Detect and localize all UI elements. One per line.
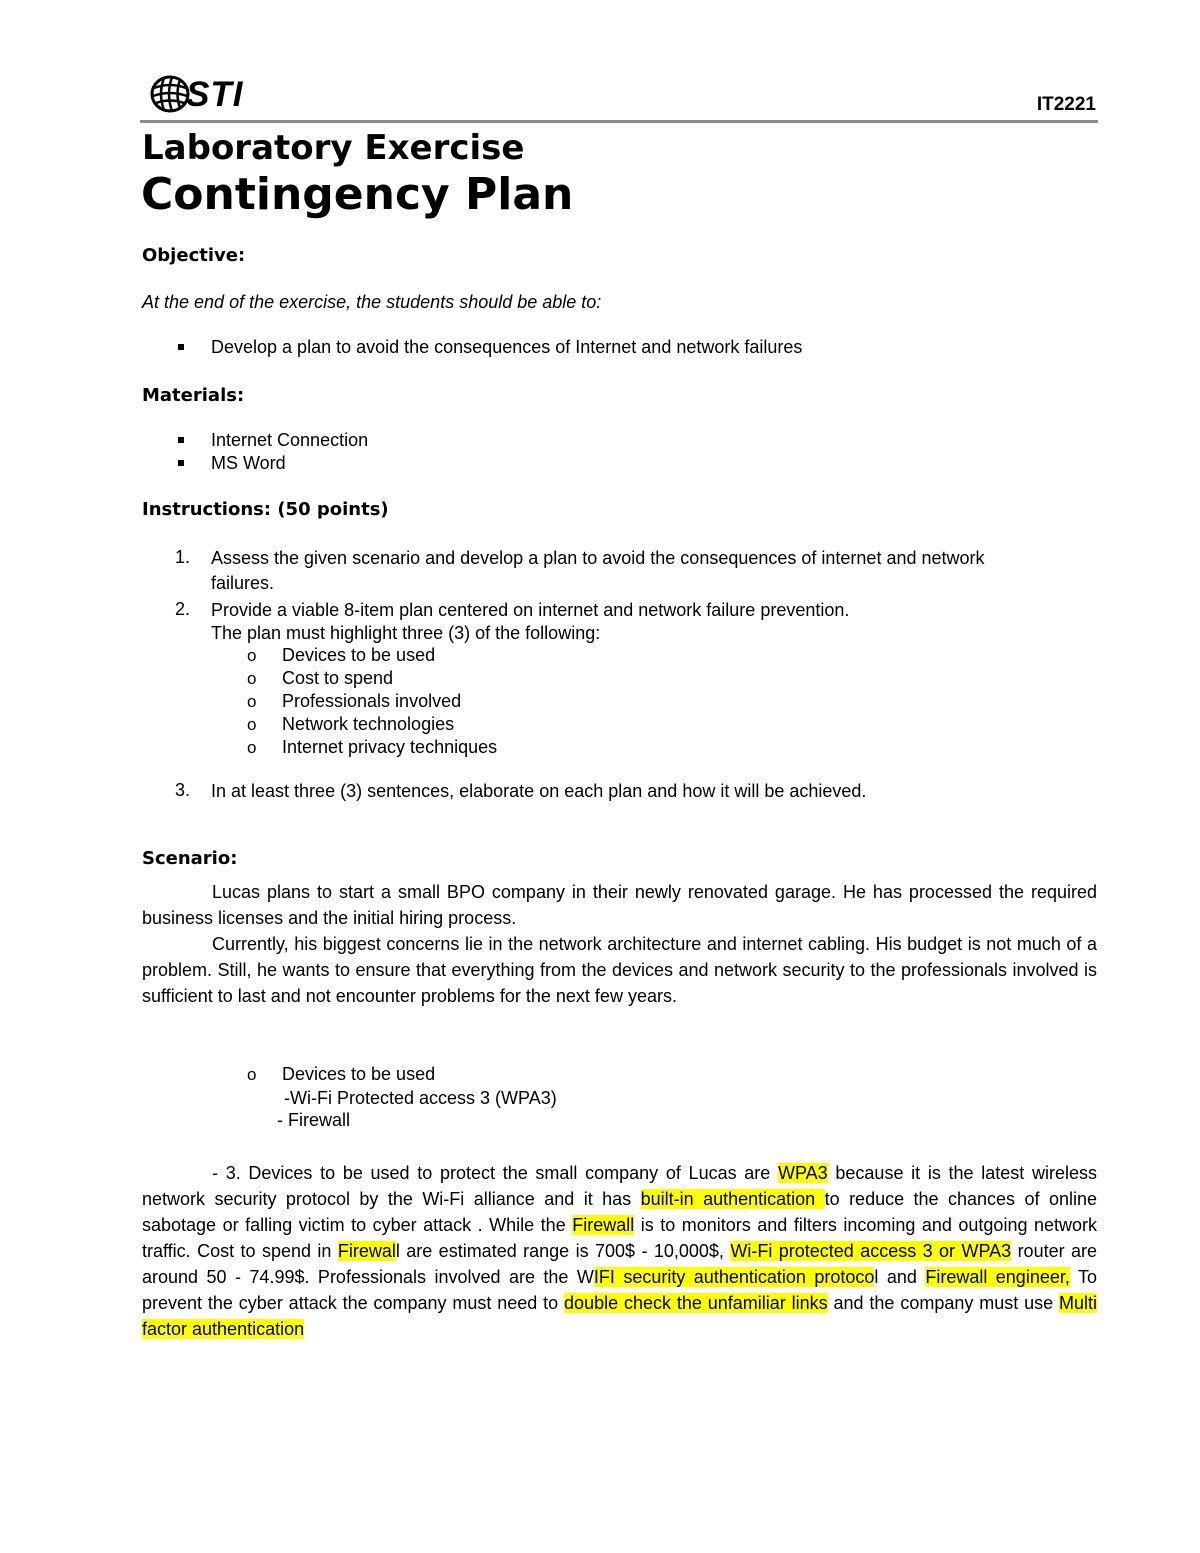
instructions-heading: Instructions: (50 points): [142, 499, 389, 520]
square-bullet-icon: [178, 437, 184, 443]
highlight: Wi-Fi protected access 3 or WPA3: [730, 1241, 1012, 1261]
sub-item: Internet privacy techniques: [282, 737, 498, 757]
step2-line1: Provide a viable 8-item plan centered on internet and network failure prevention.: [211, 600, 850, 620]
highlight: Firewal: [337, 1241, 396, 1261]
page-title-line1: Laboratory Exercise: [142, 128, 525, 168]
highlight: Firewall engineer,: [925, 1267, 1070, 1287]
objective-heading: Objective:: [142, 245, 246, 266]
scenario-paragraph: Lucas plans to start a small BPO company in their newly renovated garage. He has processed the required business licenses and the initial hiring process.: [142, 882, 1097, 928]
square-bullet-icon: [178, 460, 184, 466]
objective-intro: At the end of the exercise, the students should be able to:: [142, 292, 602, 312]
header-divider: [140, 120, 1098, 123]
highlight: IFI security authentication protoco: [593, 1267, 875, 1287]
sub-item: Professionals involved: [282, 691, 462, 711]
answer-devices-heading: Devices to be used: [282, 1064, 436, 1084]
course-code: IT2221: [1036, 94, 1096, 115]
logo-text: STI: [186, 74, 244, 114]
scenario-heading: Scenario:: [142, 848, 238, 869]
materials-heading: Materials:: [142, 385, 245, 406]
sub-item: Network technologies: [282, 714, 455, 734]
sti-logo: [150, 74, 243, 114]
highlight: Multi factor authentication: [142, 1293, 1098, 1339]
step-number: 1.: [175, 547, 191, 567]
circle-bullet-icon: o: [247, 646, 257, 665]
step2-line2: The plan must highlight three (3) of the following:: [211, 623, 601, 643]
sub-item: Devices to be used: [282, 645, 436, 665]
highlight: built-in authentication: [640, 1189, 825, 1209]
circle-bullet-icon: o: [247, 692, 257, 711]
highlight: WPA3: [778, 1163, 828, 1183]
circle-bullet-icon: o: [247, 669, 257, 688]
scenario-paragraph: Currently, his biggest concerns lie in the network architecture and internet cabling. His budget is not much of a problem. Still, he wants to ensure that everything from the devices and network security to the professionals involved is sufficient to last and not encounter problems for the next few years.: [142, 934, 1097, 1006]
answer-paragraph: - 3. Devices to be used to protect the small company of Lucas are WPA3 because it is the latest wireless network security protocol by the Wi-Fi alliance and it has built-in authentication to reduce the chances of online sabotage or falling victim to cyber attack . While the Firewall is to monitors and filters incoming and outgoing network traffic. Cost to spend in Firewall are estimated range is 700$ - 10,000$, Wi-Fi protected access 3 or WPA3 router are around 50 - 74.99$. Professionals involved are the WIFI security authentication protocol and Firewall engineer, To prevent the cyber attack the company must need to double check the unfamiliar links and the company must use Multi factor authentication: [142, 1163, 1098, 1339]
answer-device-item: -Wi-Fi Protected access 3 (WPA3): [284, 1088, 557, 1108]
materials-item: Internet Connection: [211, 430, 369, 450]
step-number: 2.: [175, 599, 191, 619]
highlight: Firewall: [572, 1215, 635, 1235]
materials-item: MS Word: [211, 453, 286, 473]
step3-text: In at least three (3) sentences, elaborate on each plan and how it will be achieved.: [211, 781, 867, 801]
highlight: double check the unfamiliar links: [564, 1293, 828, 1313]
page-title-line2: Contingency Plan: [141, 169, 574, 220]
step-number: 3.: [175, 780, 191, 800]
step1-line1: Assess the given scenario and develop a plan to avoid the consequences of internet and network: [211, 548, 985, 568]
answer-device-item: - Firewall: [277, 1110, 351, 1130]
step1-line2: failures.: [211, 573, 275, 593]
objective-item: Develop a plan to avoid the consequences of Internet and network failures: [211, 337, 803, 357]
circle-bullet-icon: o: [247, 715, 257, 734]
sub-item: Cost to spend: [282, 668, 394, 688]
circle-bullet-icon: o: [247, 1065, 257, 1084]
circle-bullet-icon: o: [247, 738, 257, 757]
square-bullet-icon: [178, 344, 184, 350]
